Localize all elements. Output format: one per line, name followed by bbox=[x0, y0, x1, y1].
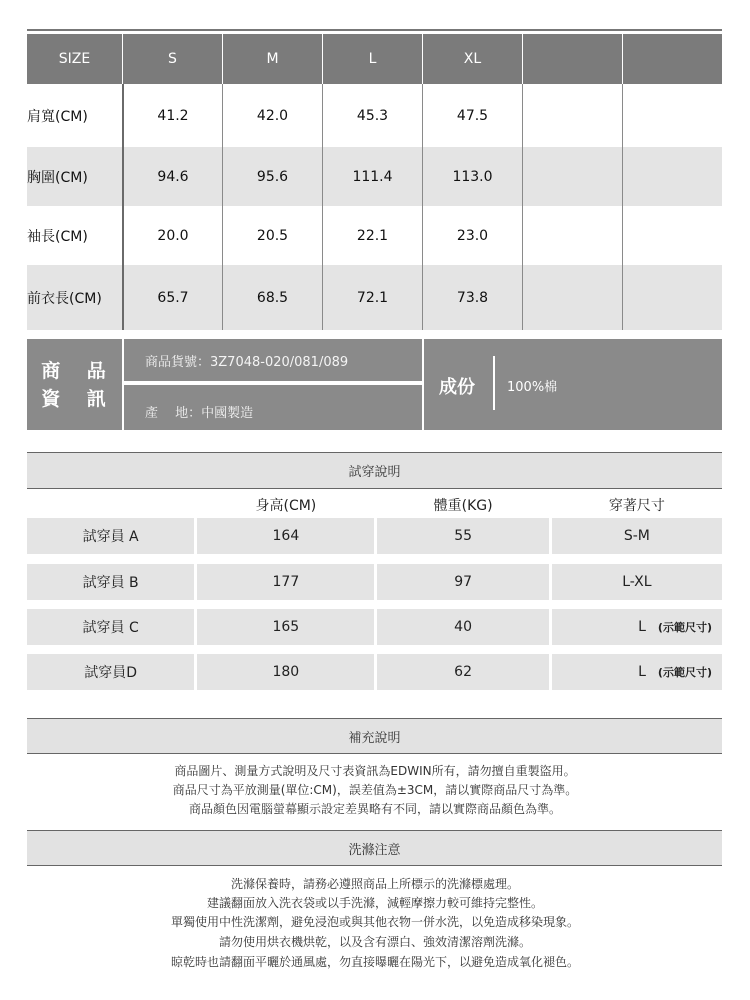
supplement-line: 商品尺寸為平放測量(單位:CM)，誤差值為±3CM，請以實際商品尺寸為準。 bbox=[172, 783, 578, 797]
fitter-height: 180 bbox=[197, 654, 374, 690]
product-info-label-line1: 商 品 bbox=[41, 359, 116, 382]
product-info-panel bbox=[27, 339, 722, 430]
fitter-size: S-M bbox=[552, 518, 722, 554]
size-table-header bbox=[27, 34, 722, 84]
divider bbox=[493, 356, 495, 410]
table-row bbox=[27, 564, 722, 600]
fitter-size: L-XL bbox=[552, 564, 722, 600]
fitter-weight: 55 bbox=[377, 518, 548, 554]
fitter-weight: 97 bbox=[377, 564, 548, 600]
fitter-weight: 62 bbox=[377, 654, 548, 690]
table-cell bbox=[522, 206, 622, 265]
item-number: 商品貨號：3Z7048-020/081/089 bbox=[145, 355, 349, 370]
table-row bbox=[27, 206, 722, 265]
divider bbox=[422, 339, 424, 430]
sample-size-note: (示範尺寸) bbox=[657, 666, 712, 679]
table-cell: 42.0 bbox=[222, 84, 322, 147]
table-cell bbox=[622, 265, 722, 330]
table-row bbox=[27, 518, 722, 554]
table-cell: 73.8 bbox=[422, 265, 522, 330]
table-cell bbox=[622, 206, 722, 265]
fitter-name: 試穿員 B bbox=[27, 564, 194, 600]
table-cell: 22.1 bbox=[322, 206, 422, 265]
fitter-height: 165 bbox=[197, 609, 374, 645]
table-row bbox=[27, 84, 722, 147]
row-label: 胸圍(CM) bbox=[27, 169, 88, 186]
sample-size-note: (示範尺寸) bbox=[657, 621, 712, 634]
fitter-height: 177 bbox=[197, 564, 374, 600]
row-label: 前衣長(CM) bbox=[27, 290, 102, 307]
table-cell: 65.7 bbox=[122, 265, 222, 330]
table-cell bbox=[522, 84, 622, 147]
fitter-size: L bbox=[638, 619, 646, 635]
supplement-title: 補充說明 bbox=[27, 718, 722, 754]
table-row bbox=[27, 609, 722, 645]
fitter-size: L bbox=[638, 664, 646, 680]
table-cell: 23.0 bbox=[422, 206, 522, 265]
washing-title: 洗滌注意 bbox=[27, 830, 722, 866]
table-cell: 47.5 bbox=[422, 84, 522, 147]
table-cell: 41.2 bbox=[122, 84, 222, 147]
row-label: 肩寬(CM) bbox=[27, 108, 88, 125]
fitter-weight: 40 bbox=[377, 609, 548, 645]
table-cell bbox=[622, 147, 722, 206]
table-row bbox=[27, 265, 722, 330]
table-top-rule bbox=[27, 29, 722, 31]
table-cell: 113.0 bbox=[422, 147, 522, 206]
fitter-name: 試穿員D bbox=[27, 654, 194, 690]
header-cell bbox=[622, 34, 722, 84]
supplement-line: 商品顏色因電腦螢幕顯示設定差異略有不同，請以實際商品顏色為準。 bbox=[188, 802, 561, 816]
product-info-label-line2: 資 訊 bbox=[41, 387, 116, 410]
fitter-name: 試穿員 A bbox=[27, 518, 194, 554]
fitting-title: 試穿說明 bbox=[27, 452, 722, 489]
header-cell: 穿著尺寸 bbox=[608, 498, 665, 514]
washing-line: 單獨使用中性洗潔劑，避免浸泡或與其他衣物一併水洗，以免造成移染現象。 bbox=[170, 915, 579, 929]
fitter-size-cell bbox=[552, 609, 722, 645]
table-cell bbox=[622, 84, 722, 147]
product-info-label bbox=[27, 339, 122, 430]
table-cell: 20.0 bbox=[122, 206, 222, 265]
table-cell bbox=[522, 147, 622, 206]
header-cell: SIZE bbox=[58, 51, 91, 67]
washing-line: 請勿使用烘衣機烘乾，以及含有漂白、強效清潔溶劑洗滌。 bbox=[218, 935, 531, 949]
table-cell: 111.4 bbox=[322, 147, 422, 206]
table-row bbox=[27, 147, 722, 206]
table-cell: 94.6 bbox=[122, 147, 222, 206]
supplement-line: 商品圖片、測量方式說明及尺寸表資訊為EDWIN所有，請勿擅自重製盜用。 bbox=[174, 764, 576, 778]
washing-line: 建議翻面放入洗衣袋或以手洗滌，減輕摩擦力較可維持完整性。 bbox=[206, 896, 543, 910]
table-cell: 72.1 bbox=[322, 265, 422, 330]
header-cell: XL bbox=[422, 34, 522, 84]
fitter-name: 試穿員 C bbox=[27, 609, 194, 645]
header-cell: L bbox=[322, 34, 422, 84]
fitter-size-cell bbox=[552, 654, 722, 690]
table-cell: 45.3 bbox=[322, 84, 422, 147]
header-cell: M bbox=[222, 34, 322, 84]
origin: 產 地：中國製造 bbox=[145, 406, 254, 421]
header-cell: 身高(CM) bbox=[255, 498, 317, 514]
table-cell bbox=[522, 265, 622, 330]
header-cell: 體重(KG) bbox=[433, 498, 493, 514]
fitter-height: 164 bbox=[197, 518, 374, 554]
header-cell bbox=[27, 494, 194, 516]
divider bbox=[124, 381, 422, 385]
table-cell: 68.5 bbox=[222, 265, 322, 330]
header-cell: S bbox=[122, 34, 222, 84]
header-cell bbox=[522, 34, 622, 84]
washing-line: 晾乾時也請翻面平曬於通風處，勿直接曝曬在陽光下，以避免造成氧化褪色。 bbox=[170, 955, 579, 969]
table-row bbox=[27, 654, 722, 690]
table-cell: 20.5 bbox=[222, 206, 322, 265]
material-value: 100%棉 bbox=[507, 380, 558, 395]
fitting-header bbox=[27, 494, 722, 516]
table-cell: 95.6 bbox=[222, 147, 322, 206]
row-label: 袖長(CM) bbox=[27, 228, 88, 245]
material-label: 成份 bbox=[439, 377, 475, 398]
washing-line: 洗滌保養時，請務必遵照商品上所標示的洗滌標處理。 bbox=[230, 877, 519, 891]
